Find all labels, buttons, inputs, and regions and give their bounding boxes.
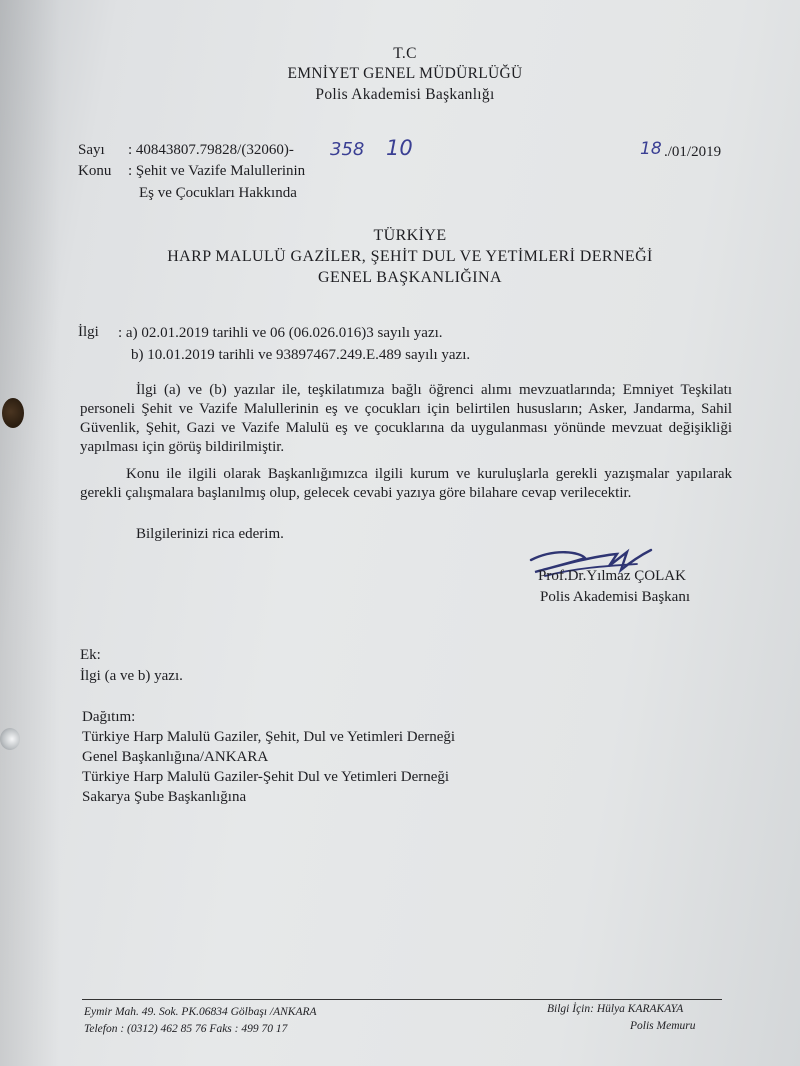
body-closing: Bilgilerinizi rica ederim.: [136, 526, 284, 542]
dagitim-line-3: Türkiye Harp Malulü Gaziler-Şehit Dul ve Yetimleri Derneği: [82, 769, 450, 785]
sayi-handwritten-number: 358: [330, 139, 365, 160]
document-date: ./01/2019: [664, 144, 722, 160]
footer-rule: [82, 999, 722, 1000]
sayi-value: : 40843807.79828/(32060)-: [128, 142, 294, 158]
footer-contact-title: Polis Memuru: [630, 1020, 696, 1032]
addressee-line-2: HARP MALULÜ GAZİLER, ŞEHİT DUL VE YETİMLERİ DERNEĞİ: [167, 248, 653, 265]
sayi-label: Sayı: [78, 142, 105, 158]
signatory-name: Prof.Dr.Yılmaz ÇOLAK: [538, 568, 686, 584]
addressee-line-3: GENEL BAŞKANLIĞINA: [318, 269, 502, 286]
dagitim-line-1: Türkiye Harp Malulü Gaziler, Şehit, Dul ve Yetimleri Derneği: [82, 729, 456, 745]
footer-phone: Telefon : (0312) 462 85 76 Faks : 499 70 17: [84, 1023, 288, 1035]
dagitim-line-2: Genel Başkanlığına/ANKARA: [82, 749, 269, 765]
dagitim-label: Dağıtım:: [82, 709, 136, 725]
ilgi-item-b: b) 10.01.2019 tarihli ve 93897467.249.E.489 sayılı yazı.: [131, 347, 471, 363]
ek-label: Ek:: [80, 647, 101, 663]
body-paragraph-1: İlgi (a) ve (b) yazılar ile, teşkilatımıza bağlı öğrenci alımı mevzuatlarında; Emniyet Teşkilatı personeli Şehit ve Vazife Malullerinin eş ve çocukları için belirtilen hususların; Asker, Jandarma, Sahil Güvenlik, Şehit, Gazi ve Vazife Malulü eş ve çocuklarına da uygulanması yönünde mevzuat değişikliği yapılması için görüş bildirilmiştir.: [80, 382, 732, 455]
signatory-title: Polis Akademisi Başkanı: [540, 589, 690, 605]
konu-line-2: Eş ve Çocukları Hakkında: [139, 185, 297, 201]
sayi-handwritten-suffix: 10: [386, 136, 413, 160]
footer-contact: Bilgi İçin: Hülya KARAKAYA: [547, 1003, 684, 1015]
addressee-line-1: TÜRKİYE: [373, 227, 447, 244]
ilgi-item-a: : a) 02.01.2019 tarihli ve 06 (06.026.016)3 sayılı yazı.: [118, 325, 443, 341]
konu-label: Konu: [78, 163, 112, 179]
ilgi-label: İlgi: [78, 324, 99, 340]
punch-hole: [0, 728, 20, 750]
header-institution: EMNİYET GENEL MÜDÜRLÜĞÜ: [287, 65, 523, 82]
body-paragraph-2: Konu ile ilgili olarak Başkanlığımızca ilgili kurum ve kuruluşlarla gerekli yazışmalar yapılarak gerekli çalışmalara başlanılmış olup, gelecek cevabi yazıya göre bilahare cevap verilecektir.: [80, 466, 732, 501]
footer-address: Eymir Mah. 49. Sok. PK.06834 Gölbaşı /ANKARA: [84, 1006, 317, 1018]
punch-hole: [2, 398, 24, 428]
header-tc: T.C: [393, 45, 417, 62]
date-handwritten-day: 18: [640, 139, 662, 159]
header-department: Polis Akademisi Başkanlığı: [315, 86, 495, 103]
konu-line-1: : Şehit ve Vazife Malullerinin: [128, 163, 306, 179]
ek-item: İlgi (a ve b) yazı.: [80, 668, 183, 684]
paper-edge-shadow: [0, 0, 60, 1066]
dagitim-line-4: Sakarya Şube Başkanlığına: [82, 789, 247, 805]
